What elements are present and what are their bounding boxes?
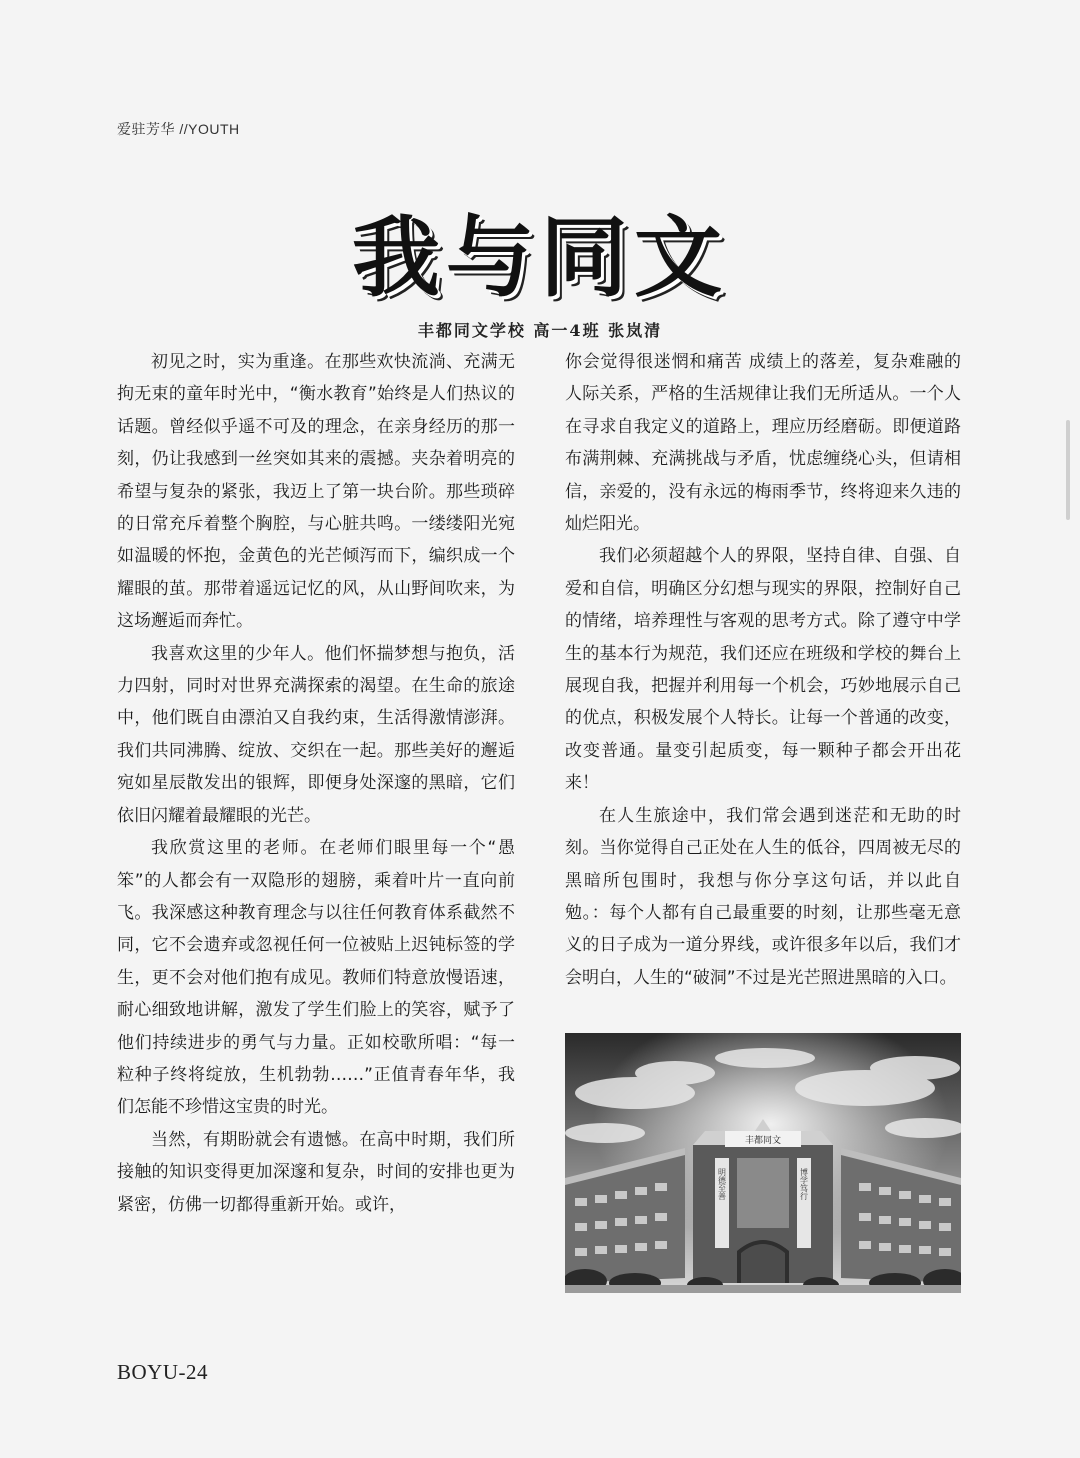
page-number: BOYU-24 bbox=[117, 1360, 208, 1384]
section-tag: 爱驻芳华 //YOUTH bbox=[117, 121, 240, 137]
article-title: 我与同文 bbox=[351, 206, 728, 309]
school-building-illustration bbox=[565, 1033, 961, 1293]
left-column bbox=[117, 346, 515, 1221]
banner-left: 明德至善 bbox=[717, 1168, 727, 1200]
paragraph-1: 初见之时，实为重逢。在那些欢快流淌、充满无拘无束的童年时光中，“衡水教育”始终是人们热议的话题。曾经似乎遥不可及的理念，在亲身经历的那一刻，仍让我感到一丝突如其来的震撼。夹杂着明亮的希望与复杂的紧张，我迈上了第一块台阶。那些琐碎的日常充斥着整个胸腔，与心脏共鸣。一缕缕阳光宛如温暖的怀抱，金黄色的光芒倾泻而下，编织成一个耀眼的茧。那带着遥远记忆的风，从山野间吹来，为这场邂逅而奔忙。 bbox=[117, 352, 515, 632]
right-column bbox=[565, 346, 961, 994]
building-sign: 丰都同文 bbox=[744, 1136, 782, 1146]
banner-right: 博学笃行 bbox=[799, 1168, 809, 1200]
central-building bbox=[693, 1119, 833, 1283]
school-building-photo bbox=[565, 1033, 961, 1293]
paragraph-6: 在人生旅途中，我们常会遇到迷茫和无助的时刻。当你觉得自己正处在人生的低谷，四周被无尽的黑暗所包围时，我想与你分享这句话，并以此自勉。：每个人都有自己最重要的时刻，让那些毫无意义的日子成为一道分界线，或许很多年以后，我们才会明白，人生的“破洞”不过是光芒照进黑暗的入口。 bbox=[565, 805, 961, 988]
article-byline: 丰都同文学校 高一4班 张岚清 bbox=[417, 321, 663, 340]
paragraph-3: 我欣赏这里的老师。在老师们眼里每一个“愚笨”的人都会有一双隐形的翅膀，乘着叶片一直向前飞。我深感这种教育理念与以往任何教育体系截然不同，它不会遗弃或忽视任何一位被贴上迟钝标签的学生，更不会对他们抱有成见。教师们特意放慢语速，耐心细致地讲解，激发了学生们脸上的笑容，赋予了他们持续进步的勇气与力量。正如校歌所唱：“每一粒种子终将绽放，生机勃勃……”正值青春年华，我们怎能不珍惜这宝贵的时光。 bbox=[117, 838, 515, 1118]
paragraph-4-continued: 你会觉得很迷惘和痛苦 成绩上的落差，复杂难融的人际关系，严格的生活规律让我们无所适从。一个人在寻求自我定义的道路上，理应历经磨砺。即便道路布满荆棘、充满挑战与矛盾，忧虑缠绕心头，但请相信，亲爱的，没有永远的梅雨季节，终将迎来久违的灿烂阳光。 bbox=[565, 352, 961, 535]
paragraph-5: 我们必须超越个人的界限，坚持自律、自强、自爱和自信，明确区分幻想与现实的界限，控制好自己的情绪，培养理性与客观的思考方式。除了遵守中学生的基本行为规范，我们还应在班级和学校的舞台上展现自我，把握并利用每一个机会，巧妙地展示自己的优点，积极发展个人特长。让每一个普通的改变，改变普通。量变引起质变，每一颗种子都会开出花来！ bbox=[565, 546, 961, 794]
paragraph-2: 我喜欢这里的少年人。他们怀揣梦想与抱负，活力四射，同时对世界充满探索的渴望。在生命的旅途中，他们既自由漂泊又自我约束，生活得激情澎湃。我们共同沸腾、绽放、交织在一起。那些美好的邂逅宛如星辰散发出的银辉，即便身处深邃的黑暗，它们依旧闪耀着最耀眼的光芒。 bbox=[117, 643, 515, 826]
paragraph-4: 当然，有期盼就会有遗憾。在高中时期，我们所接触的知识变得更加深邃和复杂，时间的安排也更为紧密，仿佛一切都得重新开始。或许， bbox=[117, 1129, 515, 1215]
scrollbar[interactable] bbox=[1066, 420, 1070, 520]
